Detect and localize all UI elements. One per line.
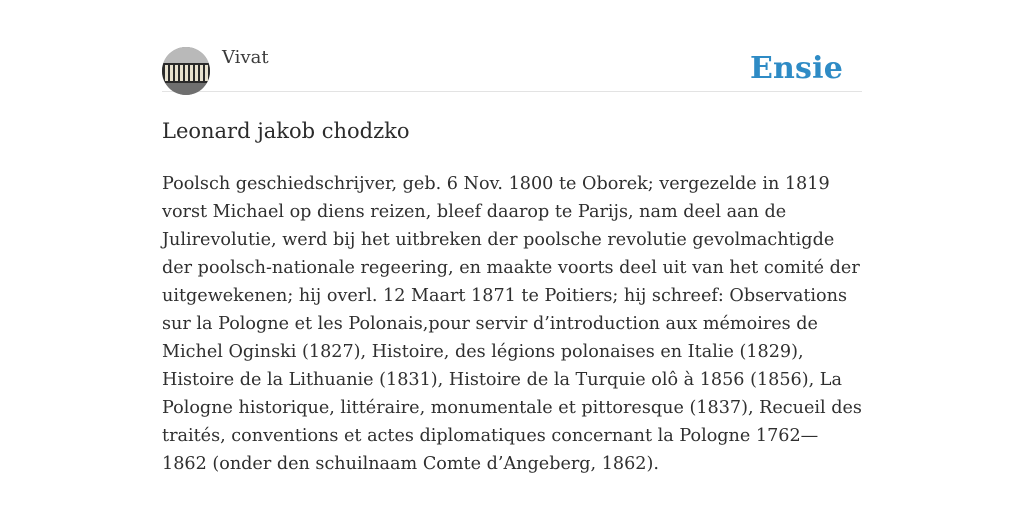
entry-title: Leonard jakob chodzko: [162, 119, 410, 143]
author-name[interactable]: Vivat: [222, 47, 269, 68]
entry-card: [162, 46, 862, 478]
typewriter-keys-avatar-icon: [162, 47, 210, 95]
avatar[interactable]: [162, 47, 210, 95]
entry-body: Poolsch geschiedschrijver, geb. 6 Nov. 1800 te Oborek; vergezelde in 1819 vorst Michael op diens reizen, bleef daarop te Parijs, nam deel aan de Julirevolutie, werd bij het uitbreken der poolsche revolutie gevolmachtigde der poolsch-nationale regeering, en maakte voorts deel uit van het comité der uitgewekenen; hij overl. 12 Maart 1871 te Poitiers; hij schreef: Observations sur la Pologne et les Polonais,pour servir d’introduction aux mémoires de Michel Oginski (1827), Histoire, des légions polonaises en Italie (1829), Histoire de la Lithuanie (1831), Histoire de la Turquie olô à 1856 (1856), La Pologne historique, littéraire, monumentale et pittoresque (1837), Recueil des traités, conventions et actes diplomatiques concernant la Pologne 1762—1862 (onder den schuilnaam Comte d’Angeberg, 1862).: [162, 174, 862, 474]
brand-logo[interactable]: Ensie: [749, 51, 843, 86]
entry-header: [162, 46, 862, 92]
